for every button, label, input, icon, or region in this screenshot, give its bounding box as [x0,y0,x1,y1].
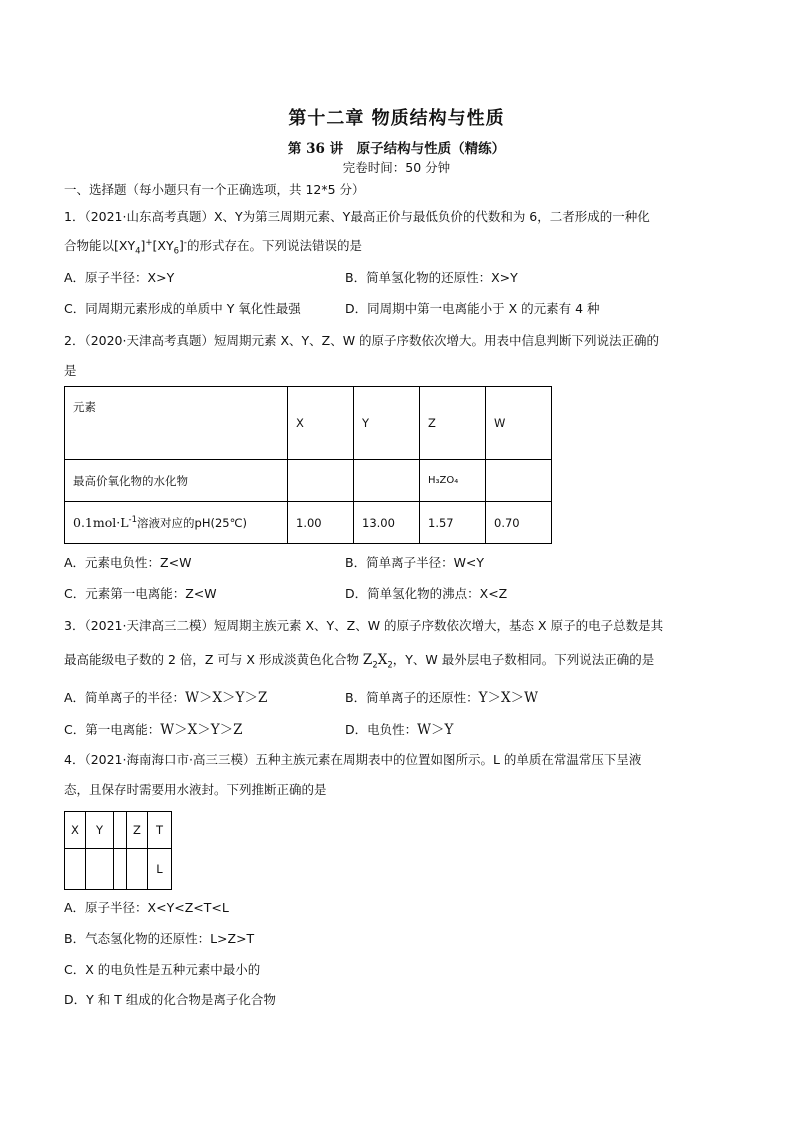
table-cell: 0.70 [486,502,552,544]
table-cell [65,502,288,544]
table-header-row [65,387,552,460]
q3-line1: 3．（2021·天津高三二模）短周期主族元素 X、Y、Z、W 的原子序数依次增大，基态 X 原子的电子总数是其 [64,618,664,633]
q4-option-a: A．原子半径：X<Y<Z<T<L [64,900,229,915]
grid-cell: L [148,849,172,890]
q1-option-d: D．同周期中第一电离能小于 X 的元素有 4 种 [345,301,600,316]
table-row [65,460,552,502]
chapter-title: 第十二章 物质结构与性质 [288,108,505,129]
q4-option-d: D．Y 和 T 组成的化合物是离子化合物 [64,992,276,1007]
q1-option-c: C．同周期元素形成的单质中 Y 氧化性最强 [64,301,301,316]
q3-line2 [64,650,654,671]
grid-row [65,849,172,890]
table-row [65,502,552,544]
q2-option-d: D．简单氢化物的沸点：X<Z [345,586,508,601]
q4-option-b: B．气态氢化物的还原性：L>Z>T [64,931,255,946]
q3-d-pre: D．电负性： [345,722,418,737]
q3-option-a [64,686,267,706]
grid-cell [114,812,127,849]
q2-option-a: A．元素电负性：Z<W [64,555,192,570]
q3-c-val: W＞X＞Y＞Z [160,722,243,738]
q3-formula-sub1: 2 [372,660,378,671]
q3-b-pre: B．简单离子的还原性： [345,690,479,705]
table-cell [288,460,354,502]
ph-label-sup: -1 [128,514,138,525]
grid-cell: Y [86,812,114,849]
grid-cell [65,849,86,890]
q3-c-pre: C．第一电离能： [64,722,161,737]
table-cell: H₃ZO₄ [420,460,486,502]
grid-cell: T [148,812,172,849]
table-cell: 13.00 [354,502,420,544]
grid-cell: Z [127,812,148,849]
q1-line2-pre: 合物能以[XY [64,238,136,253]
q3-d-val: W＞Y [417,722,454,738]
table-header-cell: Z [420,387,486,460]
q2-line1: 2．（2020·天津高考真题）短周期元素 X、Y、Z、W 的原子序数依次增大。用表中信息判断下列说法正确的 [64,333,660,348]
table-header-cell: Y [354,387,420,460]
grid-cell: X [65,812,86,849]
q1-line2-post: 的形式存在。下列说法错误的是 [186,238,362,253]
q1-option-b: B．简单氢化物的还原性：X>Y [345,270,518,285]
section-heading: 一、选择题（每小题只有一个正确选项，共 12*5 分） [64,182,365,197]
lesson-title: 第 36 讲 原子结构与性质（精练） [287,141,506,157]
q4-option-c: C．X 的电负性是五种元素中最小的 [64,962,261,977]
q1-sup-plus: + [145,237,153,248]
q3-a-val: W＞X＞Y＞Z [185,690,268,706]
periodic-grid [64,811,172,890]
time-limit: 完卷时间：50 分钟 [342,160,451,175]
table-cell [354,460,420,502]
q3-a-pre: A．简单离子的半径： [64,690,186,705]
q3-line2-pre: 最高能级电子数的 2 倍，Z 可与 X 形成淡黄色化合物 [64,652,363,667]
q4-line1: 4．（2021·海南海口市·高三三模）五种主族元素在周期表中的位置如图所示。L 的单质在常温常压下呈液 [64,752,642,767]
table-cell [486,460,552,502]
ph-label-post: 溶液对应的pH(25℃) [137,515,247,530]
table-cell: 最高价氧化物的水化物 [65,460,288,502]
q3-formula-sub2: 2 [387,660,393,671]
q3-b-val: Y＞X＞W [478,690,538,706]
table-cell: 1.00 [288,502,354,544]
table-header-cell: X [288,387,354,460]
table-header-cell: W [486,387,552,460]
q2-option-b: B．简单离子半径：W<Y [345,555,485,570]
q1-line1: 1．（2021·山东高考真题）X、Y为第三周期元素、Y最高正价与最低负价的代数和为 6，二者形成的一种化 [64,209,650,224]
q1-sub6: 6 [173,246,180,257]
q2-option-c: C．元素第一电离能：Z<W [64,586,217,601]
q1-option-a: A．原子半径：X>Y [64,270,175,285]
q3-option-c [64,718,243,738]
q1-sup-minus: - [183,237,187,248]
q2-line2: 是 [64,363,77,378]
q1-line2: 合物能以$[XY_4]^+[XY_6]^-$的形式存在。下列说法错误的是 [64,237,362,257]
table-cell: 1.57 [420,502,486,544]
q3-option-d [345,718,453,738]
grid-cell [114,849,127,890]
q1-sub4: 4 [135,246,141,257]
grid-row [65,812,172,849]
q1-bracket-mid: [XY [152,238,174,253]
grid-cell [86,849,114,890]
q3-formula-x: X [377,652,388,668]
q3-line2-post: ，Y、W 最外层电子数相同。下列说法正确的是 [392,652,655,667]
q3-formula-z: Z [362,652,373,668]
element-table [64,386,552,544]
table-header-cell: 元素 [65,387,288,460]
ph-label-pre: 0.1mol·L [73,514,129,530]
grid-cell [127,849,148,890]
q4-line2: 态，且保存时需要用水液封。下列推断正确的是 [64,782,327,797]
q3-option-b [345,686,538,706]
